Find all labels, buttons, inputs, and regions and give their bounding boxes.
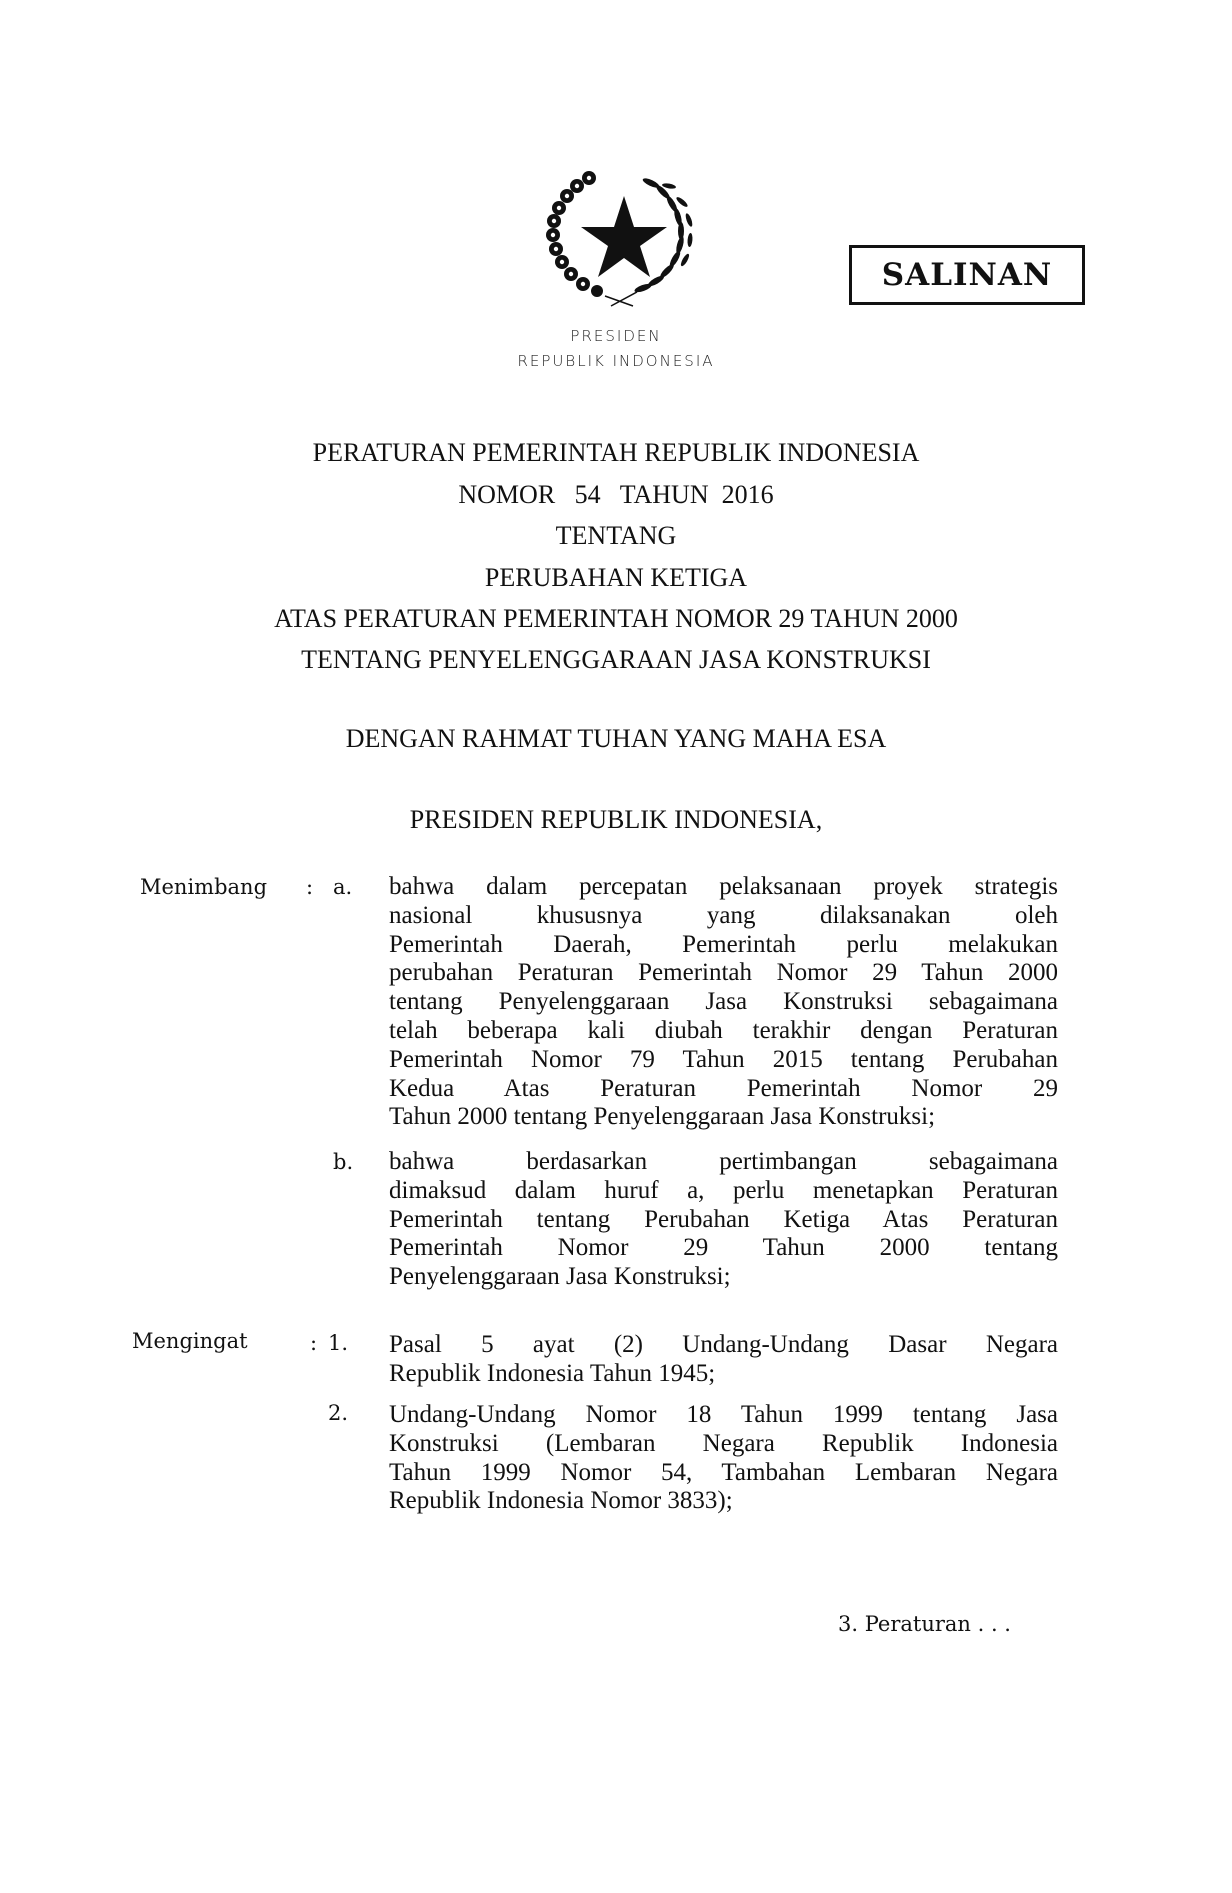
text-line: Tahun 2000 tentang Penyelenggaraan Jasa Konstruksi;: [389, 1103, 936, 1131]
text-line: Pemerintah Daerah, Pemerintah perlu melakukan: [389, 930, 1058, 958]
issuer-line-presiden: PRESIDEN: [570, 327, 662, 345]
invocation: DENGAN RAHMAT TUHAN YANG MAHA ESA: [345, 724, 887, 753]
text-line: Pemerintah tentang Perubahan Ketiga Atas Peraturan: [389, 1205, 1058, 1233]
text-line: bahwa dalam percepatan pelaksanaan proyek strategis: [389, 873, 1058, 900]
text-line: nasional khususnya yang dilaksanakan oleh: [389, 901, 1058, 929]
text-line: Kedua Atas Peraturan Pemerintah Nomor 29: [389, 1074, 1058, 1102]
mengingat-item-2: [389, 1401, 1058, 1516]
issuer-line-republik: REPUBLIK INDONESIA: [517, 352, 715, 370]
text-line: Undang-Undang Nomor 18 Tahun 1999 tentang Jasa: [389, 1401, 1058, 1428]
title-subject-topic: TENTANG PENYELENGGARAAN JASA KONSTRUKSI: [301, 645, 931, 674]
mengingat-item-1: [389, 1331, 1058, 1389]
menimbang-colon: :: [306, 875, 314, 899]
mengingat-colon: :: [310, 1331, 318, 1355]
menimbang-marker-b: b.: [333, 1150, 354, 1174]
text-line: Penyelenggaraan Jasa Konstruksi;: [389, 1263, 731, 1291]
menimbang-item-a: [389, 873, 1058, 1132]
title-subject-amendment: PERUBAHAN KETIGA: [484, 563, 748, 592]
text-line: Republik Indonesia Nomor 3833);: [389, 1487, 733, 1515]
text-line: telah beberapa kali diubah terakhir dengan Peraturan: [389, 1016, 1058, 1044]
salinan-stamp: SALINAN: [849, 245, 1085, 305]
text-line: Tahun 1999 Nomor 54, Tambahan Lembaran Negara: [389, 1458, 1058, 1486]
menimbang-label: Menimbang: [140, 875, 268, 899]
presidential-emblem-icon: [529, 150, 719, 312]
text-line: Pemerintah Nomor 79 Tahun 2015 tentang Perubahan: [389, 1045, 1058, 1073]
title-regulation-type: PERATURAN PEMERINTAH REPUBLIK INDONESIA: [312, 438, 920, 467]
text-line: bahwa berdasarkan pertimbangan sebagaimana: [389, 1148, 1058, 1175]
text-line: perubahan Peraturan Pemerintah Nomor 29 Tahun 2000: [389, 959, 1058, 987]
text-line: Pemerintah Nomor 29 Tahun 2000 tentang: [389, 1234, 1058, 1262]
text-line: dimaksud dalam huruf a, perlu menetapkan Peraturan: [389, 1176, 1058, 1204]
title-number-year: NOMOR 54 TAHUN 2016: [458, 480, 774, 509]
text-line: tentang Penyelenggaraan Jasa Konstruksi sebagaimana: [389, 988, 1058, 1016]
mengingat-label: Mengingat: [132, 1329, 248, 1353]
title-subject-reference: ATAS PERATURAN PEMERINTAH NOMOR 29 TAHUN 2000: [274, 604, 958, 633]
mengingat-marker-2: 2.: [328, 1401, 349, 1425]
text-line: Republik Indonesia Tahun 1945;: [389, 1359, 716, 1387]
page-continuation: 3. Peraturan . . .: [838, 1612, 1011, 1636]
menimbang-item-b: [389, 1148, 1058, 1292]
mengingat-marker-1: 1.: [328, 1331, 349, 1355]
menimbang-marker-a: a.: [333, 875, 353, 899]
enacting-authority: PRESIDEN REPUBLIK INDONESIA,: [409, 805, 823, 834]
text-line: Pasal 5 ayat (2) Undang-Undang Dasar Negara: [389, 1331, 1058, 1358]
title-tentang: TENTANG: [555, 521, 677, 550]
text-line: Konstruksi (Lembaran Negara Republik Indonesia: [389, 1429, 1058, 1457]
